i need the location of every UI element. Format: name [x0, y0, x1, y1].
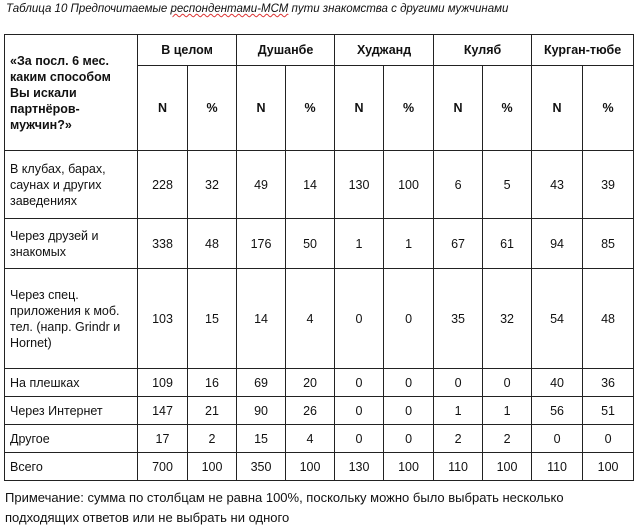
cell-percent: 4	[286, 269, 335, 369]
cell-percent: 26	[286, 397, 335, 425]
sub-header-pct: %	[188, 66, 237, 151]
cell-count: 1	[434, 397, 483, 425]
table-row	[5, 397, 634, 425]
cell-count: 54	[532, 269, 583, 369]
cell-percent: 21	[188, 397, 237, 425]
cell-percent: 50	[286, 219, 335, 269]
cell-percent: 0	[384, 269, 434, 369]
cell-count: 147	[138, 397, 188, 425]
cell-count: 67	[434, 219, 483, 269]
cell-count: 110	[532, 453, 583, 481]
table-row	[5, 219, 634, 269]
cell-percent: 36	[583, 369, 634, 397]
cell-count: 90	[237, 397, 286, 425]
cell-count: 14	[237, 269, 286, 369]
sub-header-n: N	[335, 66, 384, 151]
cell-count: 109	[138, 369, 188, 397]
cell-count: 0	[434, 369, 483, 397]
cell-count: 350	[237, 453, 286, 481]
cell-percent: 16	[188, 369, 237, 397]
cell-count: 228	[138, 151, 188, 219]
cell-percent: 0	[483, 369, 532, 397]
cell-percent: 1	[384, 219, 434, 269]
cell-percent: 100	[384, 151, 434, 219]
cell-count: 35	[434, 269, 483, 369]
cell-count: 338	[138, 219, 188, 269]
cell-percent: 0	[384, 397, 434, 425]
cell-percent: 0	[384, 369, 434, 397]
cell-count: 130	[335, 151, 384, 219]
cell-percent: 2	[188, 425, 237, 453]
cell-percent: 14	[286, 151, 335, 219]
sub-header-pct: %	[483, 66, 532, 151]
cell-percent: 2	[483, 425, 532, 453]
cell-percent: 61	[483, 219, 532, 269]
header-row-groups	[5, 35, 634, 66]
cell-count: 0	[335, 369, 384, 397]
cell-percent: 20	[286, 369, 335, 397]
cell-count: 56	[532, 397, 583, 425]
sub-header-pct: %	[583, 66, 634, 151]
cell-percent: 1	[483, 397, 532, 425]
sub-header-n: N	[434, 66, 483, 151]
cell-count: 0	[335, 397, 384, 425]
group-header: Куляб	[434, 35, 532, 66]
cell-count: 6	[434, 151, 483, 219]
cell-count: 94	[532, 219, 583, 269]
cell-percent: 39	[583, 151, 634, 219]
cell-percent: 0	[583, 425, 634, 453]
group-header: Душанбе	[237, 35, 335, 66]
group-header: Курган-тюбе	[532, 35, 634, 66]
cell-percent: 85	[583, 219, 634, 269]
sub-header-pct: %	[286, 66, 335, 151]
cell-percent: 100	[188, 453, 237, 481]
cell-count: 17	[138, 425, 188, 453]
cell-count: 110	[434, 453, 483, 481]
row-label: Другое	[5, 425, 138, 453]
sub-header-n: N	[532, 66, 583, 151]
cell-percent: 48	[583, 269, 634, 369]
cell-count: 1	[335, 219, 384, 269]
cell-percent: 100	[583, 453, 634, 481]
cell-percent: 5	[483, 151, 532, 219]
cell-count: 69	[237, 369, 286, 397]
cell-count: 15	[237, 425, 286, 453]
caption-flagged-word: респондентами-МСМ	[170, 3, 289, 15]
caption-suffix: пути знакомства с другими мужчинами	[288, 3, 509, 15]
cell-percent: 32	[188, 151, 237, 219]
row-label: На плешках	[5, 369, 138, 397]
cell-count: 130	[335, 453, 384, 481]
cell-count: 103	[138, 269, 188, 369]
cell-percent: 100	[483, 453, 532, 481]
cell-count: 700	[138, 453, 188, 481]
row-label: Всего	[5, 453, 138, 481]
table-body	[5, 151, 634, 481]
table-row	[5, 425, 634, 453]
table-caption	[6, 3, 508, 15]
cell-count: 0	[335, 425, 384, 453]
table-row	[5, 151, 634, 219]
cell-count: 43	[532, 151, 583, 219]
footnote: Примечание: сумма по столбцам не равна 100%, поскольку можно было выбрать несколько подходящих ответов или не выбрать ни одного	[5, 490, 564, 525]
sub-header-n: N	[138, 66, 188, 151]
question-cell: «За посл. 6 мес. каким способом Вы искали партнёров-мужчин?»	[5, 35, 138, 151]
cell-count: 49	[237, 151, 286, 219]
cell-count: 0	[335, 269, 384, 369]
group-header: В целом	[138, 35, 237, 66]
sub-header-n: N	[237, 66, 286, 151]
sub-header-pct: %	[384, 66, 434, 151]
cell-percent: 100	[384, 453, 434, 481]
row-label: Через друзей и знакомых	[5, 219, 138, 269]
data-table	[4, 34, 634, 481]
row-label: В клубах, барах, саунах и других заведениях	[5, 151, 138, 219]
cell-percent: 0	[384, 425, 434, 453]
row-label: Через спец. приложения к моб. тел. (напр. Grindr и Hornet)	[5, 269, 138, 369]
cell-percent: 32	[483, 269, 532, 369]
cell-count: 2	[434, 425, 483, 453]
table-row	[5, 269, 634, 369]
cell-percent: 51	[583, 397, 634, 425]
cell-count: 0	[532, 425, 583, 453]
group-header: Худжанд	[335, 35, 434, 66]
caption-prefix: Таблица 10 Предпочитаемые	[6, 3, 171, 15]
table-row	[5, 453, 634, 481]
cell-percent: 15	[188, 269, 237, 369]
cell-count: 176	[237, 219, 286, 269]
table-row	[5, 369, 634, 397]
cell-count: 40	[532, 369, 583, 397]
row-label: Через Интернет	[5, 397, 138, 425]
cell-percent: 48	[188, 219, 237, 269]
cell-percent: 100	[286, 453, 335, 481]
cell-percent: 4	[286, 425, 335, 453]
